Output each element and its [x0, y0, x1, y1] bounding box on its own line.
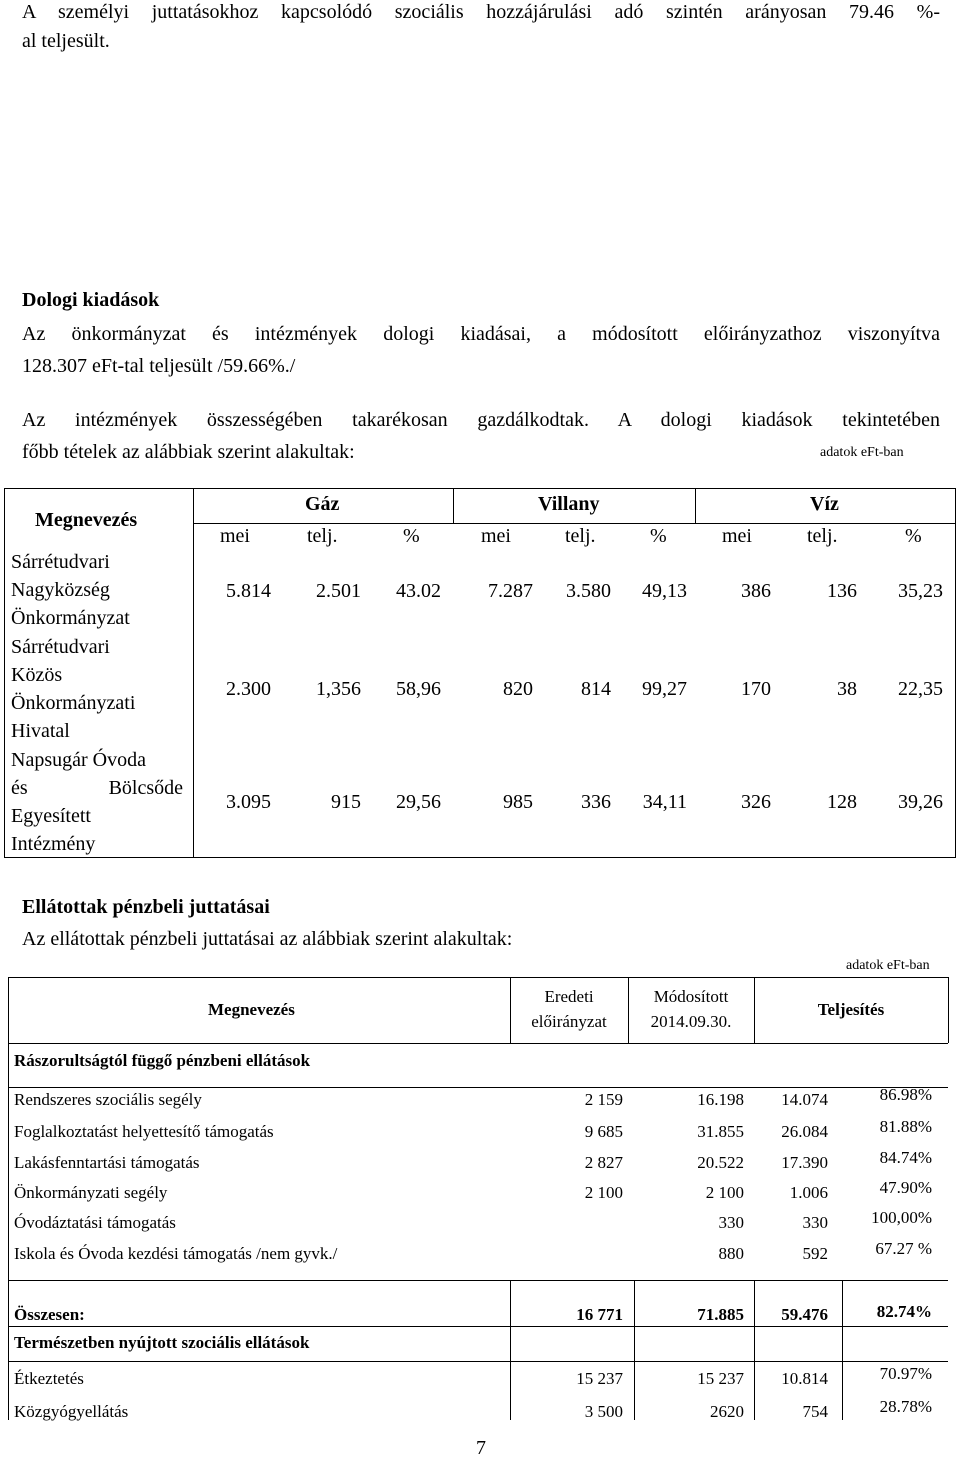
row1-name-line1: Sárrétudvari	[11, 551, 110, 573]
bt-row3-original: 2 827	[584, 1153, 623, 1172]
row1-name-line3: Önkormányzat	[11, 607, 130, 629]
r1-v7: 136	[827, 580, 857, 602]
bt-row4-pct: 47.90%	[879, 1178, 932, 1197]
dologi-line-3: Az intézmények összességében takarékosan gazdálkodtak. A dologi kiadások tekintetében	[22, 409, 940, 431]
row2-name-line3: Önkormányzati	[11, 692, 136, 714]
r2-v7: 38	[837, 678, 857, 700]
bt-row3-pct: 84.74%	[879, 1148, 932, 1167]
bt-row6-pct: 67.27 %	[875, 1239, 932, 1258]
bt-row6-modified: 880	[718, 1244, 744, 1263]
r1-v4: 3.580	[566, 580, 611, 602]
r1-v8: 35,23	[898, 580, 943, 602]
row2-name-line4: Hivatal	[11, 720, 70, 742]
bt-row2-pct: 81.88%	[879, 1117, 932, 1136]
bt-row6-name: Iskola és Óvoda kezdési támogatás /nem gyvk./	[14, 1244, 338, 1263]
row2-name-line2: Közös	[11, 664, 63, 686]
bt-row3-actual: 17.390	[781, 1153, 828, 1172]
intro-line-2: al teljesült.	[22, 30, 110, 52]
r3-v4: 336	[581, 791, 611, 813]
sub-pct-2: %	[650, 525, 667, 547]
bt-row3-name: Lakásfenntartási támogatás	[14, 1153, 200, 1172]
r3-v1: 915	[331, 791, 361, 813]
r3-v2: 29,56	[396, 791, 441, 813]
bt-row4-actual: 1.006	[789, 1183, 828, 1202]
bt-section-1: Rászorultságtól függő pénzbeni ellátások	[14, 1051, 311, 1070]
dologi-line-4: főbb tételek az alábbiak szerint alakultak:	[22, 441, 355, 463]
sub-mei-2: mei	[481, 525, 511, 547]
r1-v5: 49,13	[642, 580, 687, 602]
utility-table	[4, 488, 956, 858]
r3-v8: 39,26	[898, 791, 943, 813]
sub-mei-3: mei	[722, 525, 752, 547]
r2-v6: 170	[741, 678, 771, 700]
ellatottak-heading: Ellátottak pénzbeli juttatásai	[22, 896, 270, 918]
bt-section-2: Természetben nyújtott szociális ellátások	[14, 1333, 310, 1352]
dologi-line-1: Az önkormányzat és intézmények dologi kiadásai, a módosított előirányzathoz viszonyítva	[22, 323, 940, 345]
r3-v6: 326	[741, 791, 771, 813]
bt-row4-modified: 2 100	[705, 1183, 744, 1202]
bt-row2-name: Foglalkoztatást helyettesítő támogatás	[14, 1122, 274, 1141]
bt-header-name: Megnevezés	[208, 1000, 295, 1019]
bt-row4-name: Önkormányzati segély	[14, 1183, 168, 1202]
r2-v0: 2.300	[226, 678, 271, 700]
bt-row6-actual: 592	[802, 1244, 828, 1263]
ellatottak-unit: adatok eFt-ban	[846, 958, 930, 973]
bt-row7-pct: 70.97%	[879, 1364, 932, 1383]
bt-header-original-1: Eredeti	[544, 987, 594, 1006]
row3-name-line4: Intézmény	[11, 833, 96, 855]
bt-total-actual: 59.476	[781, 1305, 828, 1324]
bt-row8-actual: 754	[802, 1402, 828, 1421]
bt-header-modified-2: 2014.09.30.	[650, 1012, 732, 1031]
bt-row3-modified: 20.522	[697, 1153, 744, 1172]
r1-v1: 2.501	[316, 580, 361, 602]
bt-row5-modified: 330	[718, 1213, 744, 1232]
sub-mei-1: mei	[220, 525, 250, 547]
r1-v0: 5.814	[226, 580, 271, 602]
sub-pct-3: %	[905, 525, 922, 547]
bt-row1-name: Rendszeres szociális segély	[14, 1090, 202, 1109]
benefits-table	[8, 977, 956, 1420]
bt-row8-pct: 28.78%	[879, 1397, 932, 1416]
bt-row4-original: 2 100	[584, 1183, 623, 1202]
bt-header-original-2: előirányzat	[531, 1012, 607, 1031]
bt-header-performance: Teljesítés	[817, 1000, 885, 1019]
r1-v6: 386	[741, 580, 771, 602]
row3-name-line1: Napsugár Óvoda	[11, 749, 146, 771]
dologi-heading: Dologi kiadások	[22, 289, 160, 311]
bt-row1-pct: 86.98%	[879, 1085, 932, 1104]
bt-header-modified-1: Módosított	[653, 987, 729, 1006]
bt-row7-original: 15 237	[576, 1369, 623, 1388]
r2-v2: 58,96	[396, 678, 441, 700]
r3-v7: 128	[827, 791, 857, 813]
bt-row8-name: Közgyógyellátás	[14, 1402, 129, 1421]
bt-row7-actual: 10.814	[781, 1369, 828, 1388]
group-gaz: Gáz	[305, 493, 340, 515]
sub-pct-1: %	[403, 525, 420, 547]
r2-v3: 820	[503, 678, 533, 700]
r2-v4: 814	[581, 678, 611, 700]
bt-row5-name: Óvodáztatási támogatás	[14, 1213, 176, 1232]
ellatottak-line-1: Az ellátottak pénzbeli juttatásai az alábbiak szerint alakultak:	[22, 928, 513, 950]
r3-v5: 34,11	[642, 791, 687, 813]
bt-total-modified: 71.885	[697, 1305, 744, 1324]
dologi-unit: adatok eFt-ban	[820, 445, 904, 460]
bt-row7-name: Étkeztetés	[14, 1369, 84, 1388]
r1-v3: 7.287	[488, 580, 533, 602]
bt-row8-modified: 2620	[710, 1402, 744, 1421]
intro-line-1: A személyi juttatásokhoz kapcsolódó szociális hozzájárulási adó szintén arányosan 79.46 %-	[22, 1, 940, 23]
group-villany: Villany	[538, 493, 600, 515]
bt-row1-modified: 16.198	[697, 1090, 744, 1109]
bt-row8-original: 3 500	[584, 1402, 623, 1421]
sub-telj-3: telj.	[807, 525, 838, 547]
r2-v5: 99,27	[642, 678, 687, 700]
r1-v2: 43.02	[396, 580, 441, 602]
utility-name-header: Megnevezés	[35, 509, 138, 531]
bt-row5-actual: 330	[802, 1213, 828, 1232]
row2-name-line1: Sárrétudvari	[11, 636, 110, 658]
sub-telj-1: telj.	[307, 525, 338, 547]
r2-v8: 22,35	[898, 678, 943, 700]
bt-row1-actual: 14.074	[781, 1090, 828, 1109]
sub-telj-2: telj.	[565, 525, 596, 547]
bt-total-name: Összesen:	[14, 1305, 85, 1324]
r2-v1: 1,356	[316, 678, 361, 700]
bt-row1-original: 2 159	[584, 1090, 623, 1109]
bt-row7-modified: 15 237	[697, 1369, 744, 1388]
page-number: 7	[476, 1437, 486, 1459]
bt-row2-modified: 31.855	[697, 1122, 744, 1141]
bt-total-pct: 82.74%	[876, 1302, 932, 1321]
row3-name-line2: és Bölcsőde	[11, 777, 183, 799]
r3-v3: 985	[503, 791, 533, 813]
bt-row5-pct: 100,00%	[871, 1208, 932, 1227]
bt-total-original: 16 771	[576, 1305, 623, 1324]
dologi-line-2: 128.307 eFt-tal teljesült /59.66%./	[22, 355, 296, 377]
r3-v0: 3.095	[226, 791, 271, 813]
group-viz: Víz	[810, 493, 839, 515]
bt-row2-actual: 26.084	[781, 1122, 828, 1141]
row1-name-line2: Nagyközség	[11, 579, 110, 601]
bt-row2-original: 9 685	[584, 1122, 623, 1141]
row3-name-line3: Egyesített	[11, 805, 91, 827]
